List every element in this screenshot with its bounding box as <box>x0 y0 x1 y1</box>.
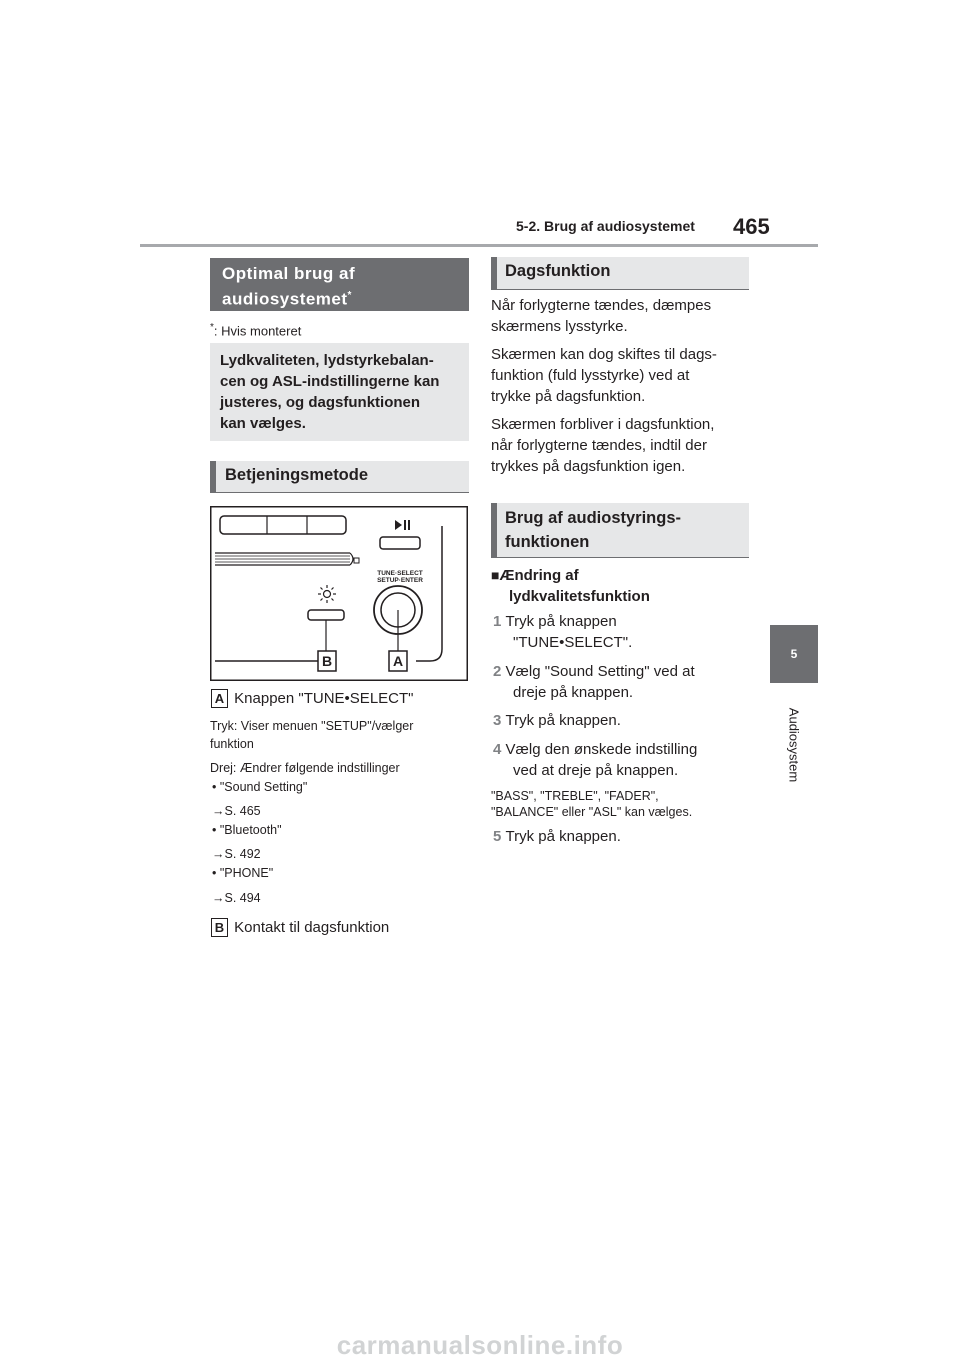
footnote-mark: * <box>210 322 214 333</box>
sub-heading <box>491 565 650 607</box>
options-note-line1: "BASS", "TREBLE", "FADER", <box>491 789 659 803</box>
sub-item: • "Sound Setting" <box>212 780 308 794</box>
step <box>493 661 695 703</box>
chapter-number: 5 <box>790 647 798 661</box>
sub-heading-line1: Ændring af <box>499 567 579 584</box>
intro-line: Lydkvaliteten, lydstyrkebalan- <box>220 352 434 369</box>
step-line1: Tryk på knappen <box>505 613 617 630</box>
chapter-tab[interactable] <box>770 625 818 683</box>
day-mode-heading-text: Dagsfunktion <box>505 262 611 280</box>
operation-heading <box>210 461 469 493</box>
step-number: 1 <box>493 613 502 630</box>
step-number: 2 <box>493 663 502 680</box>
step <box>493 611 632 653</box>
sub-item-label: "PHONE" <box>219 866 274 880</box>
callout-a: A <box>392 653 404 669</box>
preset-button-strip <box>220 516 346 534</box>
day-mode-heading <box>491 257 749 290</box>
day-mode-switch <box>308 610 344 620</box>
step <box>493 739 697 781</box>
knob-label-line1: TUNE·SELECT <box>377 570 423 577</box>
step-line1: Vælg den ønskede indstilling <box>505 741 698 758</box>
item-a-title-row <box>211 688 413 709</box>
item-b-title-row <box>211 917 389 938</box>
options-note-line2: "BALANCE" eller "ASL" kan vælges. <box>491 805 693 819</box>
item-a-turn: Drej: Ændrer følgende indstillinger <box>210 761 400 775</box>
knob-label-line2: SETUP·ENTER <box>377 577 423 584</box>
section-title: 5-2. Brug af audiosystemet <box>516 218 695 234</box>
item-a-press <box>210 717 413 753</box>
page-reference-text: S. 465 <box>224 804 261 818</box>
step-line2: dreje på knappen. <box>513 684 634 701</box>
sub-item: • "Bluetooth" <box>212 823 282 837</box>
item-b-title: Kontakt til dagsfunktion <box>234 919 390 936</box>
intro-line: justeres, og dagsfunktionen <box>220 394 421 411</box>
step-line2: "TUNE•SELECT". <box>513 634 633 651</box>
paragraph-line: trykkes på dagsfunktion igen. <box>491 458 686 475</box>
audio-control-heading-line1: Brug af audiostyrings- <box>505 509 682 527</box>
page-reference-link[interactable] <box>212 802 261 820</box>
paragraph-line: Skærmen forbliver i dagsfunktion, <box>491 416 715 433</box>
arrow-icon: → <box>212 847 225 861</box>
step-number: 3 <box>493 712 502 729</box>
arrow-icon: → <box>212 804 225 818</box>
sub-heading-line2: lydkvalitetsfunktion <box>509 588 650 605</box>
paragraph-line: skærmens lysstyrke. <box>491 318 628 335</box>
main-heading-line1: Optimal brug af <box>222 264 356 283</box>
intro-line: cen og ASL-indstillingerne kan <box>220 373 440 390</box>
item-a-press-line2: funktion <box>210 737 254 751</box>
main-heading-footnote-mark: * <box>347 290 352 301</box>
intro-box <box>210 343 469 441</box>
page-number: 465 <box>733 214 770 239</box>
page-reference-link[interactable] <box>212 889 261 907</box>
step <box>493 826 621 847</box>
sub-item: • "PHONE" <box>212 866 274 880</box>
watermark: carmanualsonline.info <box>336 1330 624 1360</box>
step-number: 5 <box>493 828 502 845</box>
step-line1: Tryk på knappen. <box>505 828 621 845</box>
callout-b: B <box>321 653 333 669</box>
step <box>493 710 621 731</box>
step-number: 4 <box>493 741 502 758</box>
main-heading <box>210 258 469 311</box>
footnote <box>210 322 301 338</box>
arrow-icon: → <box>212 891 225 905</box>
day-mode-paragraph <box>491 414 714 477</box>
play-pause-button <box>380 537 420 549</box>
paragraph-line: Når forlygterne tændes, dæmpes <box>491 297 712 314</box>
operation-heading-text: Betjeningsmetode <box>225 466 369 484</box>
paragraph-line: trykke på dagsfunktion. <box>491 388 646 405</box>
day-mode-paragraph <box>491 295 711 337</box>
audio-control-heading <box>491 503 749 558</box>
sub-item-label: "Bluetooth" <box>219 823 282 837</box>
paragraph-line: når forlygterne tændes, indtil der <box>491 437 707 454</box>
header-divider <box>140 244 818 247</box>
item-a-badge: A <box>211 689 228 708</box>
main-heading-line2: audiosystemet <box>222 289 348 309</box>
chapter-name-tab <box>781 700 807 790</box>
options-note <box>491 788 692 820</box>
item-a-press-line1: Tryk: Viser menuen "SETUP"/vælger <box>210 719 414 733</box>
intro-line: kan vælges. <box>220 415 306 432</box>
page-reference-text: S. 492 <box>224 847 261 861</box>
control-panel-figure <box>210 506 468 681</box>
item-a-title: Knappen "TUNE•SELECT" <box>234 690 414 707</box>
day-mode-paragraph <box>491 344 717 407</box>
step-line1: Tryk på knappen. <box>505 712 621 729</box>
control-panel-illustration <box>210 506 468 681</box>
square-bullet-icon: ■ <box>491 567 500 583</box>
footnote-text: : Hvis monteret <box>213 323 302 339</box>
paragraph-line: funktion (fuld lysstyrke) ved at <box>491 367 690 384</box>
audio-control-heading-line2: funktionen <box>505 533 590 551</box>
item-b-badge: B <box>211 918 228 937</box>
page-reference-text: S. 494 <box>224 891 261 905</box>
step-line2: ved at dreje på knappen. <box>513 762 679 779</box>
paragraph-line: Skærmen kan dog skiftes til dags- <box>491 346 717 363</box>
chapter-name: Audiosystem <box>786 707 802 783</box>
step-line1: Vælg "Sound Setting" ved at <box>505 663 695 680</box>
sub-item-label: "Sound Setting" <box>219 780 308 794</box>
page-reference-link[interactable] <box>212 845 261 863</box>
